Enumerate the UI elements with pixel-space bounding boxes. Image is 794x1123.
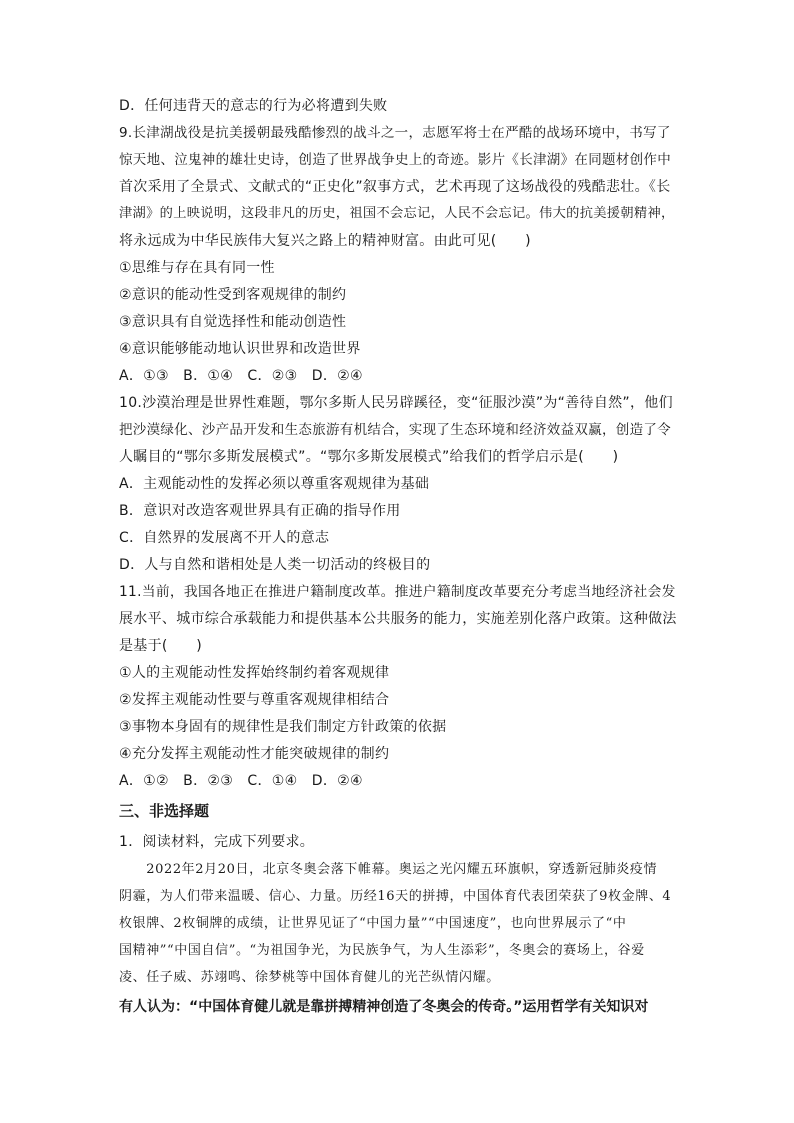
q9-stem-line-5: 将永远成为中华民族伟大复兴之路上的精神财富。由此可见( ) [119,233,531,249]
q9-statement-1: ①思维与存在具有同一性 [119,260,275,276]
q9-stem-line-2: 惊天地、泣鬼神的雄壮史诗，创造了世界战争史上的奇迹。影片《长津湖》在同题材创作中 [119,152,671,168]
question-statement: 有人认为：“中国体育健儿就是靠拼搏精神创造了冬奥会的传奇。”运用哲学有关知识对 [119,999,649,1015]
q10-option-b: B．意识对改造客观世界具有正确的指导作用 [119,503,401,519]
material-line-1: 2022年2月20日，北京冬奥会落下帷幕。奥运之光闪耀五环旗帜，穿透新冠肺炎疫情 [119,862,658,877]
q9-statement-3: ③意识具有自觉选择性和能动创造性 [119,314,347,330]
q9-stem-line-1: 9.长津湖战役是抗美援朝最残酷惨烈的战斗之一，志愿军将士在严酷的战场环境中，书写了 [119,125,671,141]
q11-statement-4: ④充分发挥主观能动性才能突破规律的制约 [119,746,390,762]
q11-statement-3: ③事物本身固有的规律性是我们制定方针政策的依据 [119,719,447,735]
q9-stem-line-4: 津湖》的上映说明，这段非凡的历史，祖国不会忘记，人民不会忘记。伟大的抗美援朝精神， [119,206,675,221]
q11-stem-line-3: 是基于( ) [119,638,203,654]
q11-stem-line-1: 11.当前，我国各地正在推进户籍制度改革。推进户籍制度改革要充分考虑当地经济社会发 [119,584,676,600]
q10-stem-line-2: 把沙漠绿化、沙产品开发和生态旅游有机结合，实现了生态环境和经济效益双赢，创造了令 [119,422,671,438]
q11-stem-line-2: 展水平、城市综合承载能力和提供基本公共服务的能力，实施差别化落户政策。这种做法 [119,611,677,627]
section-heading: 三、非选择题 [119,802,210,820]
q10-stem-line-1: 10.沙漠治理是世界性难题，鄂尔多斯人民另辟蹊径，变“征服沙漠”为“善待自然”，他们 [119,395,673,411]
q9-statement-2: ②意识的能动性受到客观规律的制约 [119,287,347,303]
q10-stem-line-3: 人瞩目的“鄂尔多斯发展模式”。“鄂尔多斯发展模式”给我们的哲学启示是( ) [119,449,619,465]
q9-stem-line-3: 首次采用了全景式、文献式的“正史化”叙事方式，艺术再现了这场战役的残酷悲壮。《长 [119,179,671,195]
q8-option-d: D．任何违背天的意志的行为必将遭到失败 [119,98,388,114]
q9-statement-4: ④意识能够能动地认识世界和改造世界 [119,341,361,357]
q11-statement-2: ②发挥主观能动性要与尊重客观规律相结合 [119,692,390,708]
nonchoice-q1-prompt: 1．阅读材料，完成下列要求。 [119,834,315,850]
material-line-5: 凌、任子威、苏翊鸣、徐梦桃等中国体育健儿的光芒纵情闪耀。 [119,970,500,985]
q11-choices: A．①② B．②③ C．①④ D．②④ [119,773,363,789]
q11-statement-1: ①人的主观能动性发挥始终制约着客观规律 [119,665,390,681]
material-line-4: 国精神”“中国自信”。“为祖国争光，为民族争气，为人生添彩”，冬奥会的赛场上，谷爱 [119,943,645,958]
q9-choices: A．①③ B．①④ C．②③ D．②④ [119,368,363,384]
material-line-2: 阴霾，为人们带来温暖、信心、力量。历经16天的拼搏，中国体育代表团荣获了9枚金牌、4 [119,889,672,904]
material-line-3: 枚银牌、2枚铜牌的成绩，让世界见证了“中国力量”“中国速度”，也向世界展示了“中 [119,916,627,931]
q10-option-a: A．主观能动性的发挥必须以尊重客观规律为基础 [119,476,430,492]
q10-option-d: D．人与自然和谐相处是人类一切活动的终极目的 [119,557,431,573]
q10-option-c: C．自然界的发展离不开人的意志 [119,530,330,546]
